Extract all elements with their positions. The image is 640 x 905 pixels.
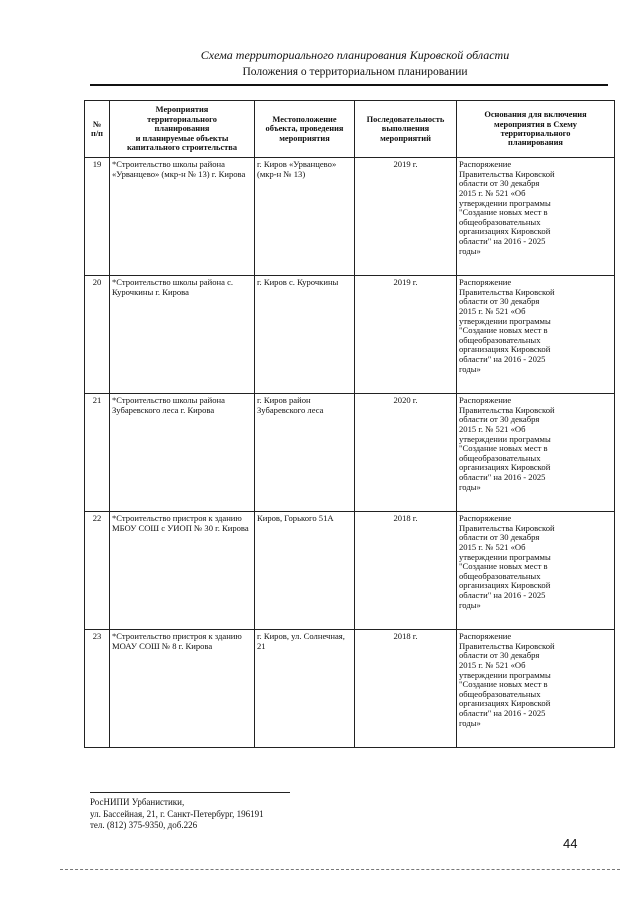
row-number: 21 bbox=[85, 394, 110, 512]
row-event: *Строительство школы района «Урванцево» (мкр-н № 13) г. Кирова bbox=[110, 158, 255, 276]
row-year: 2019 г. bbox=[355, 276, 457, 394]
table-row bbox=[85, 158, 615, 276]
row-location: г. Киров район Зубаревского леса bbox=[255, 394, 355, 512]
column-header-basis: Основания для включения мероприятия в Схему территориального планирования bbox=[457, 101, 615, 158]
footer-divider bbox=[90, 792, 290, 793]
footer-phone: тел. (812) 375-9350, доб.226 bbox=[90, 820, 198, 831]
row-event: *Строительство пристроя к зданию МОАУ СОШ № 8 г. Кирова bbox=[110, 630, 255, 748]
row-event: *Строительство школы района Зубаревского леса г. Кирова bbox=[110, 394, 255, 512]
footer-contacts bbox=[90, 797, 264, 832]
row-basis: Распоряжение Правительства Кировской области от 30 декабря 2015 г. № 521 «Об утверждении программы "Создание новых мест в общеобразовательных организациях Кировской области" на 2016 - 2025 годы» bbox=[457, 630, 615, 748]
row-year: 2018 г. bbox=[355, 512, 457, 630]
row-number: 20 bbox=[85, 276, 110, 394]
column-header-sequence: Последовательность выполнения мероприятий bbox=[355, 101, 457, 158]
row-basis: Распоряжение Правительства Кировской области от 30 декабря 2015 г. № 521 «Об утверждении программы "Создание новых мест в общеобразовательных организациях Кировской области" на 2016 - 2025 годы» bbox=[457, 512, 615, 630]
row-number: 22 bbox=[85, 512, 110, 630]
table-row bbox=[85, 630, 615, 748]
footer-address: ул. Бассейная, 21, г. Санкт-Петербург, 196191 bbox=[90, 808, 264, 819]
row-number: 23 bbox=[85, 630, 110, 748]
row-event: *Строительство школы района с. Курочкины г. Кирова bbox=[110, 276, 255, 394]
row-location: г. Киров, ул. Солнечная, 21 bbox=[255, 630, 355, 748]
row-location: Киров, Горького 51А bbox=[255, 512, 355, 630]
column-header-number: № п/п bbox=[85, 101, 110, 158]
row-year: 2019 г. bbox=[355, 158, 457, 276]
column-header-event: Мероприятия территориального планирования и планируемые объекты капитального строительства bbox=[110, 101, 255, 158]
table-row bbox=[85, 512, 615, 630]
table-row bbox=[85, 394, 615, 512]
row-basis: Распоряжение Правительства Кировской области от 30 декабря 2015 г. № 521 «Об утверждении программы "Создание новых мест в общеобразовательных организациях Кировской области" на 2016 - 2025 годы» bbox=[457, 394, 615, 512]
row-year: 2020 г. bbox=[355, 394, 457, 512]
row-number: 19 bbox=[85, 158, 110, 276]
row-basis: Распоряжение Правительства Кировской области от 30 декабря 2015 г. № 521 «Об утверждении программы "Создание новых мест в общеобразовательных организациях Кировской области" на 2016 - 2025 годы» bbox=[457, 276, 615, 394]
row-basis: Распоряжение Правительства Кировской области от 30 декабря 2015 г. № 521 «Об утверждении программы "Создание новых мест в общеобразовательных организациях Кировской области" на 2016 - 2025 годы» bbox=[457, 158, 615, 276]
row-location: г. Киров «Урванцево» (мкр-н № 13) bbox=[255, 158, 355, 276]
page-number: 44 bbox=[563, 836, 578, 851]
column-header-location: Местоположение объекта, проведения мероприятия bbox=[255, 101, 355, 158]
footer-organization: РосНИПИ Урбанистики, bbox=[90, 797, 185, 807]
row-year: 2018 г. bbox=[355, 630, 457, 748]
planning-table bbox=[84, 100, 615, 748]
header-divider bbox=[90, 84, 608, 86]
scan-edge-line bbox=[60, 869, 620, 870]
row-event: *Строительство пристроя к зданию МБОУ СОШ с УИОП № 30 г. Кирова bbox=[110, 512, 255, 630]
table-row bbox=[85, 276, 615, 394]
document-subtitle: Положения о территориальном планировании bbox=[242, 66, 468, 78]
table-header-row bbox=[85, 101, 615, 158]
document-title: Схема территориального планирования Кировской области bbox=[200, 48, 510, 62]
row-location: г. Киров с. Курочкины bbox=[255, 276, 355, 394]
